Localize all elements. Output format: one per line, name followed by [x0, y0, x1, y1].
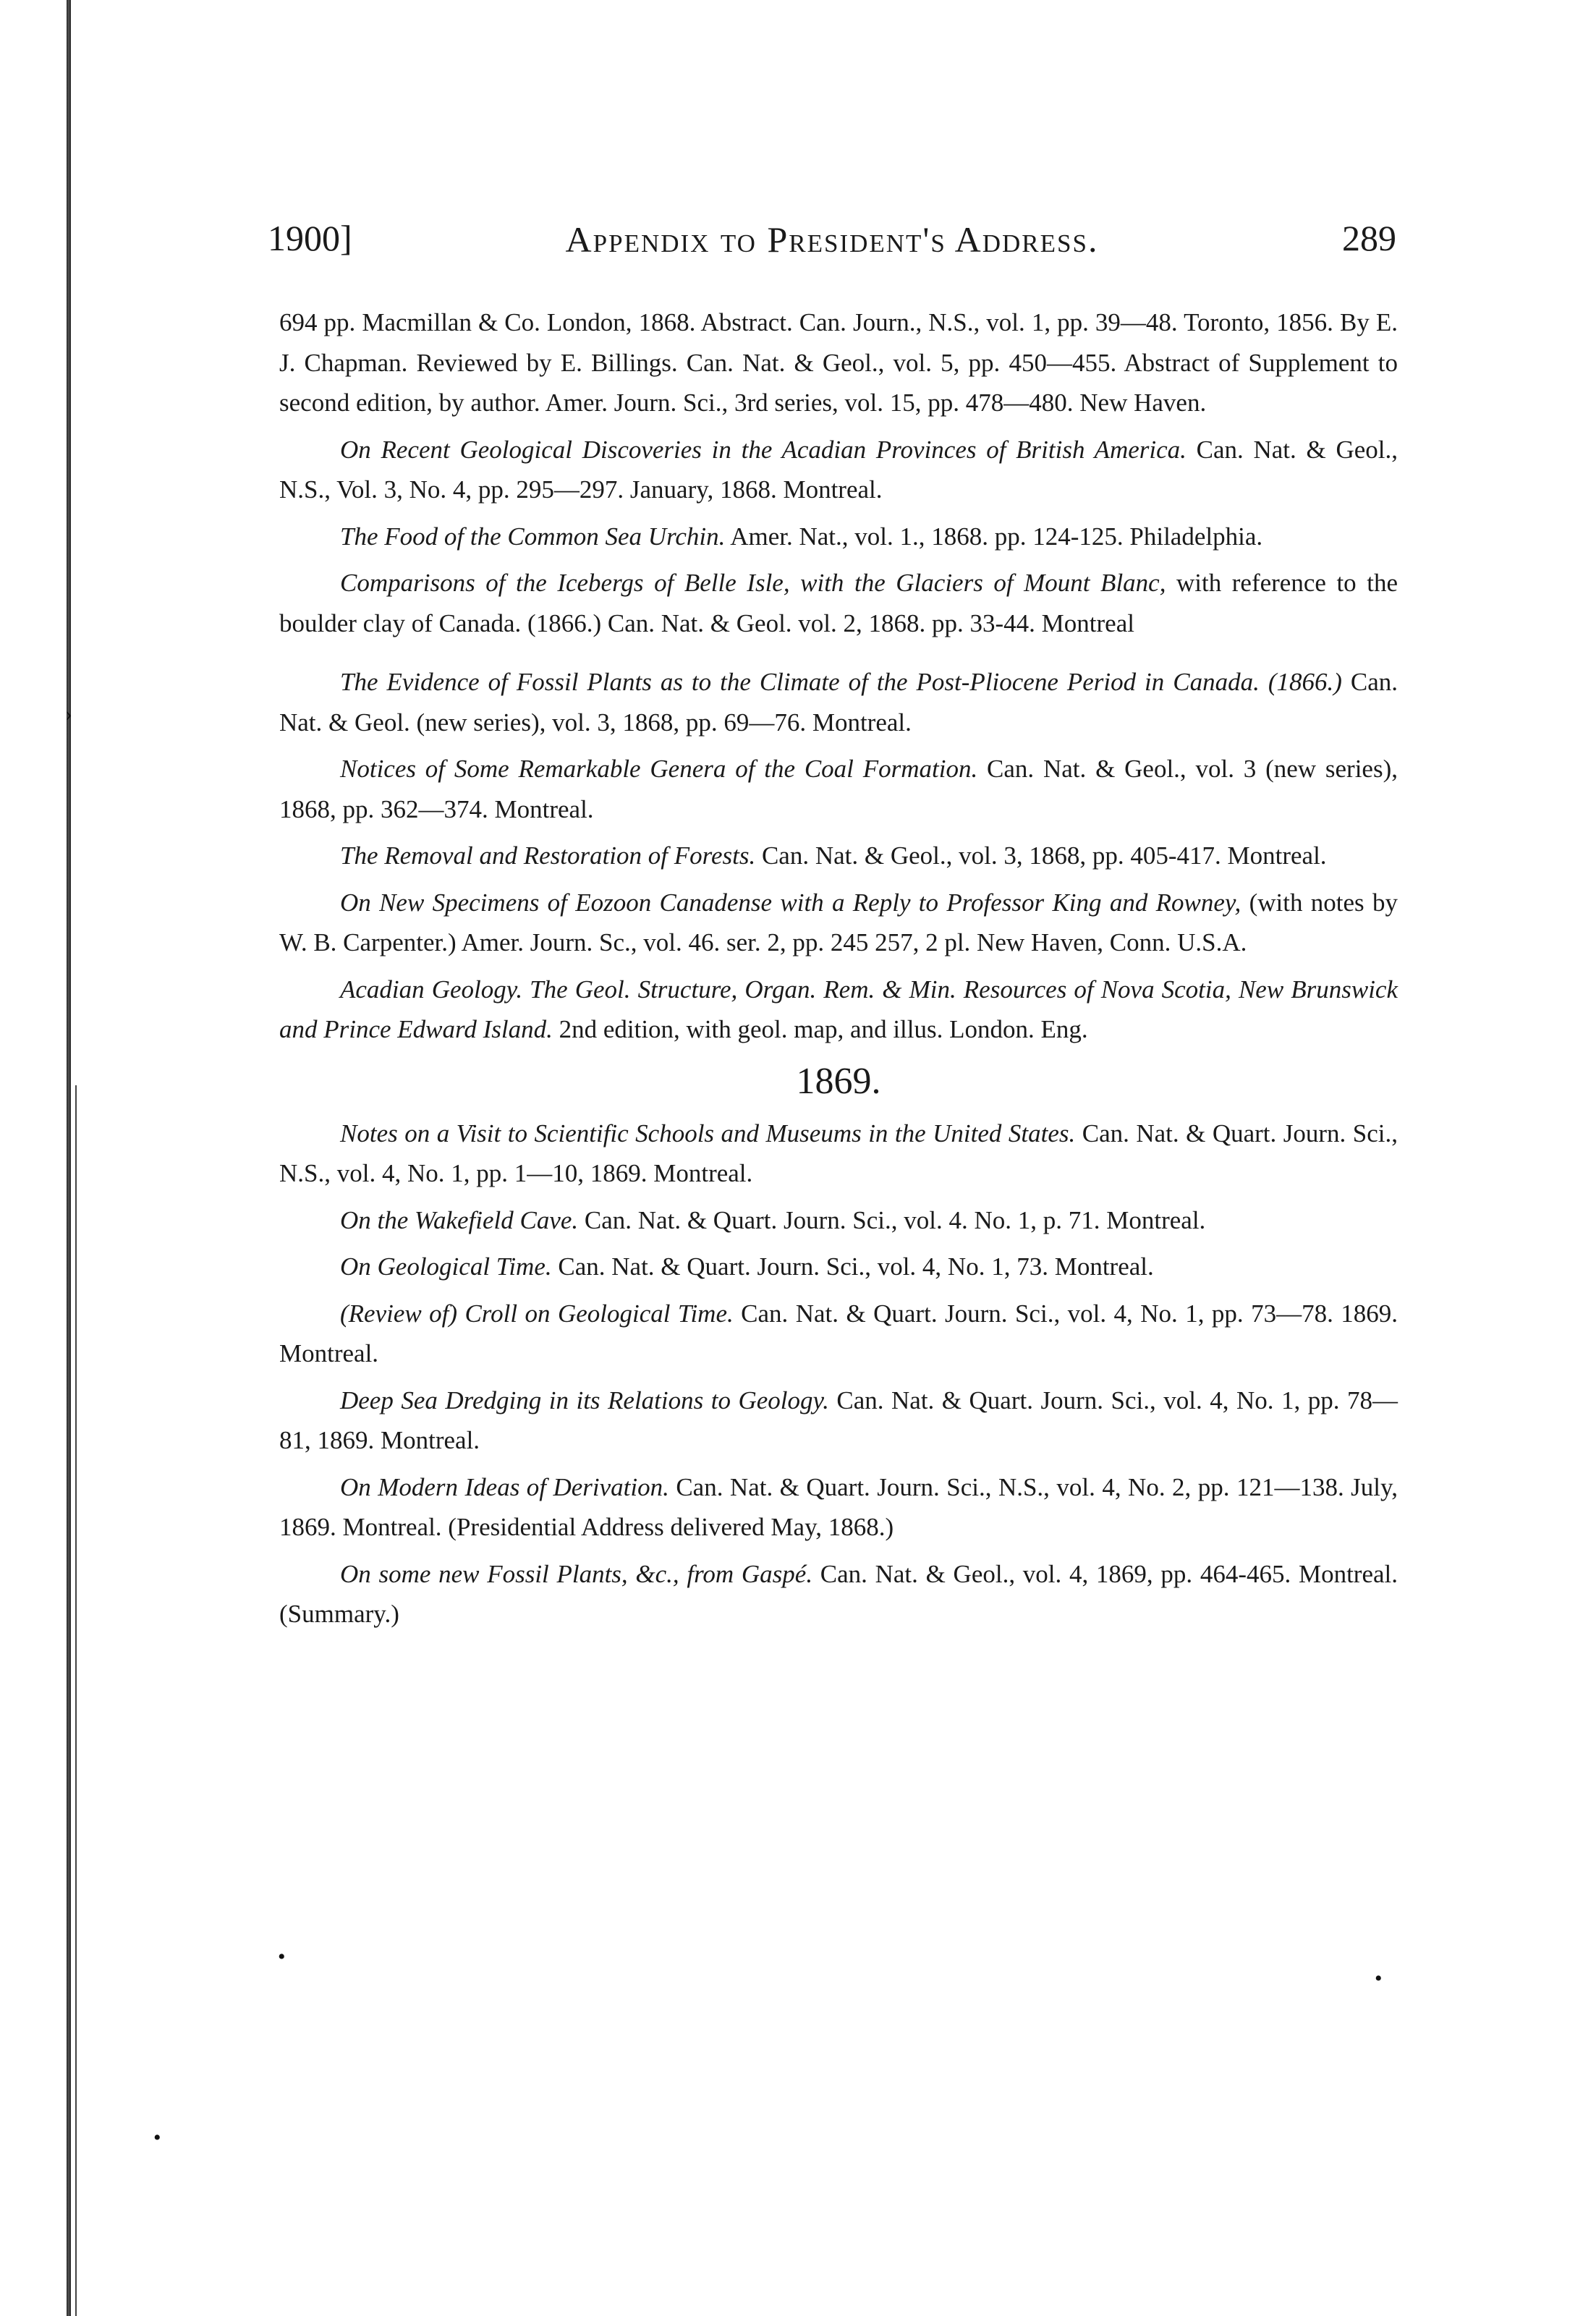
- entry-citation: Can. Nat. & Quart. Journ. Sci., vol. 4, No. 1, pp. 73—78. 1869. Montreal.: [279, 1299, 1398, 1367]
- year-heading: 1869.: [796, 1060, 881, 1102]
- bibliography-entry: [279, 662, 1398, 742]
- entry-citation: Can. Nat. & Geol., vol. 3 (new series), 1868, pp. 362—374. Montreal.: [279, 755, 1398, 823]
- entry-citation: Can. Nat. & Quart. Journ. Sci., vol. 4. No. 1, p. 71. Montreal.: [578, 1205, 1206, 1234]
- entry-title: Deep Sea Dredging in its Relations to Geology.: [340, 1386, 829, 1414]
- entry-citation: Can. Nat. & Geol., vol. 3, 1868, pp. 405-417. Montreal.: [755, 841, 1327, 870]
- page-number: 289: [1342, 218, 1396, 258]
- page-binding-edge: [67, 0, 71, 2316]
- entry-title: On some new Fossil Plants, &c., from Gaspé.: [340, 1559, 813, 1588]
- entry-citation: (with notes by W. B. Carpenter.) Amer. Journ. Sc., vol. 46. ser. 2, pp. 245 257, 2 pl. New Haven, Conn. U.S.A.: [279, 888, 1398, 956]
- entry-title: On Geological Time.: [340, 1252, 552, 1281]
- entry-title: On Recent Geological Discoveries in the Acadian Provinces of British America.: [340, 435, 1187, 464]
- entry-citation: Amer. Nat., vol. 1., 1868. pp. 124-125. Philadelphia.: [725, 522, 1263, 551]
- entry-citation: 2nd edition, with geol. map, and illus. London. Eng.: [552, 1015, 1088, 1043]
- bibliography-entry: [279, 836, 1398, 876]
- bibliography-entry: [279, 302, 1398, 423]
- bibliography-entry: [279, 1114, 1398, 1194]
- entry-title: Notes on a Visit to Scientific Schools and Museums in the United States.: [340, 1119, 1076, 1148]
- entry-title: Comparisons of the Icebergs of Belle Isle, with the Glaciers of Mount Blanc,: [340, 569, 1166, 597]
- bibliography-entry: [279, 1200, 1398, 1241]
- entry-title: (Review of) Croll on Geological Time.: [340, 1299, 734, 1328]
- margin-mark: •: [153, 2126, 161, 2150]
- entry-citation: Can. Nat. & Geol. (new series), vol. 3, 1868, pp. 69—76. Montreal.: [279, 668, 1398, 737]
- margin-mark: ›: [65, 702, 72, 726]
- entry-title: On Modern Ideas of Derivation.: [340, 1472, 669, 1501]
- entry-title: The Food of the Common Sea Urchin.: [340, 522, 726, 551]
- bibliography-entry: [279, 1554, 1398, 1634]
- bibliography-entry: [279, 517, 1398, 557]
- margin-mark: •: [1375, 1967, 1383, 1990]
- entry-title: The Evidence of Fossil Plants as to the Climate of the Post-Pliocene Period in Canada. (1866.): [340, 668, 1342, 696]
- header-year: 1900]: [268, 218, 352, 258]
- bibliography-entry: [279, 563, 1398, 643]
- entry-citation: 694 pp. Macmillan & Co. London, 1868. Abstract. Can. Journ., N.S., vol. 1, pp. 39—48. Toronto, 1856. By E. J. Chapman. Reviewed by E. Billings. Can. Nat. & Geol., vol. 5, pp. 450—455. Abstract of Supplement to second edition, by author. Amer. Journ. Sci., 3rd series, vol. 15, pp. 478—480. New Haven.: [279, 308, 1398, 417]
- entry-citation: Can. Nat. & Quart. Journ. Sci., vol. 4, No. 1, pp. 78—81, 1869. Montreal.: [279, 1386, 1398, 1454]
- entry-citation: Can. Nat. & Quart. Journ. Sci., N.S., vol. 4, No. 1, pp. 1—10, 1869. Montreal.: [279, 1119, 1398, 1187]
- running-title: Appendix to President's Address.: [565, 219, 1099, 260]
- entry-title: Notices of Some Remarkable Genera of the Coal Formation.: [340, 755, 978, 783]
- bibliography-entry: [279, 430, 1398, 510]
- bibliography-entry: [279, 970, 1398, 1050]
- bibliography-entry: [279, 1294, 1398, 1374]
- bibliography-entry: [279, 1380, 1398, 1461]
- entry-citation: with reference to the boulder clay of Canada. (1866.) Can. Nat. & Geol. vol. 2, 1868. pp. 33-44. Montreal: [279, 569, 1398, 637]
- bibliography-text: [279, 302, 1398, 1641]
- bibliography-entry: [279, 883, 1398, 963]
- page-binding-shadow: [75, 1085, 77, 2316]
- entry-citation: Can. Nat. & Geol., N.S., Vol. 3, No. 4, pp. 295—297. January, 1868. Montreal.: [279, 435, 1398, 504]
- bibliography-entry: [279, 1467, 1398, 1548]
- entry-title: On the Wakefield Cave.: [340, 1205, 579, 1234]
- bibliography-entry: [279, 1247, 1398, 1287]
- entry-citation: Can. Nat. & Geol., vol. 4, 1869, pp. 464-465. Montreal. (Summary.): [279, 1559, 1398, 1628]
- running-header: [268, 217, 1396, 268]
- entry-citation: Can. Nat. & Quart. Journ. Sci., vol. 4, No. 1, 73. Montreal.: [551, 1252, 1154, 1281]
- entry-title: Acadian Geology. The Geol. Structure, Organ. Rem. & Min. Resources of Nova Scotia, New Brunswick and Prince Edward Island.: [279, 975, 1398, 1043]
- bibliography-entry: [279, 749, 1398, 829]
- entry-title: On New Specimens of Eozoon Canadense with a Reply to Professor King and Rowney,: [340, 888, 1241, 917]
- margin-mark: •: [278, 1945, 286, 1969]
- entry-title: The Removal and Restoration of Forests.: [340, 841, 756, 870]
- entry-citation: Can. Nat. & Quart. Journ. Sci., N.S., vol. 4, No. 2, pp. 121—138. July, 1869. Montreal. (Presidential Address delivered May, 1868.): [279, 1472, 1398, 1541]
